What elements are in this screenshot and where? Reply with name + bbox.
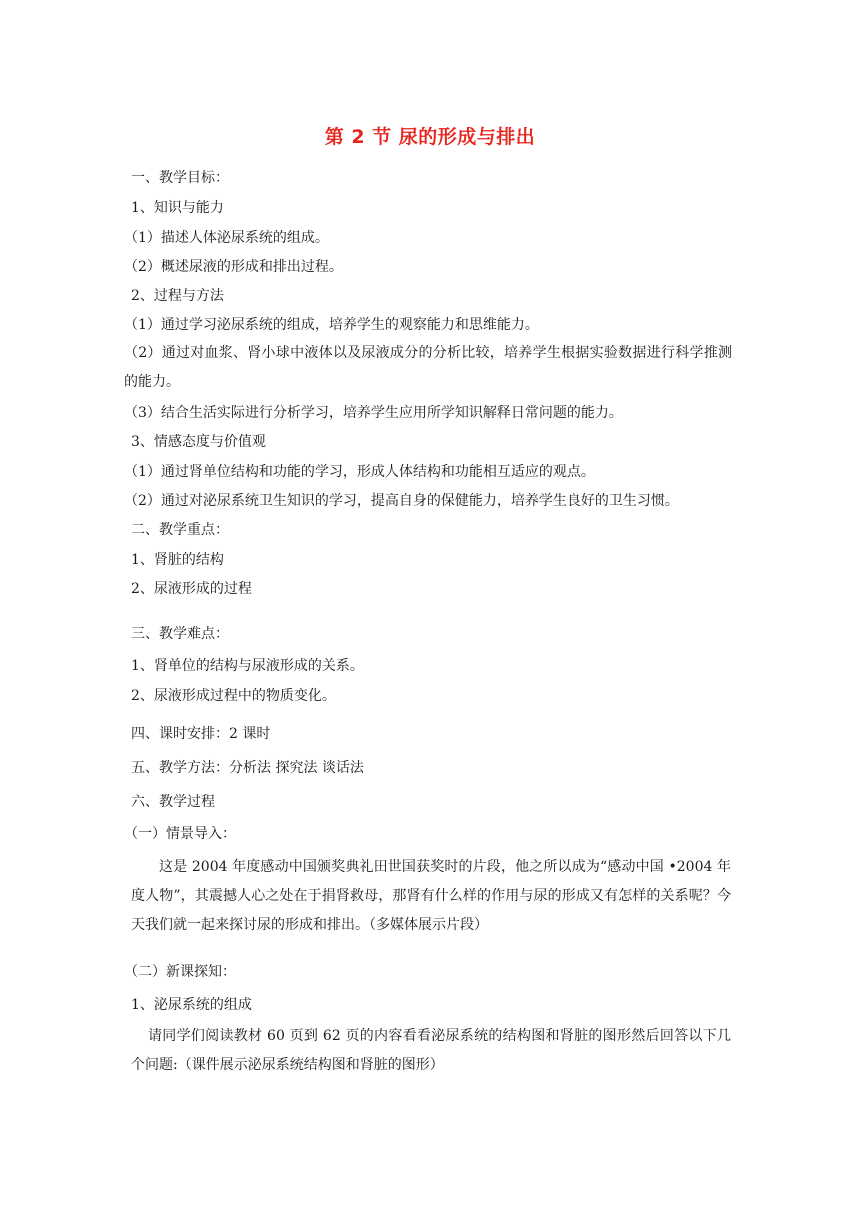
document-title: 第 2 节 尿的形成与排出 xyxy=(324,126,536,148)
goal1-item1: （1）描述人体泌尿系统的组成。 xyxy=(124,230,329,246)
new-paragraph: 请同学们阅读教材 60 页到 62 页的内容看看泌尿系统的结构图和肾脏的图形然后回答以下几个问题:（课件展示泌尿系统结构图和肾脏的图形） xyxy=(131,1028,731,1073)
difficult-item1: 1、肾单位的结构与尿液形成的关系。 xyxy=(131,658,364,674)
goal1-heading: 1、知识与能力 xyxy=(131,200,224,216)
schedule-line: 四、课时安排：2 课时 xyxy=(131,726,271,742)
goals-heading: 一、教学目标： xyxy=(131,170,229,186)
goal3-item1: （1）通过肾单位结构和功能的学习，形成人体结构和功能相互适应的观点。 xyxy=(124,464,595,480)
key-heading: 二、教学重点： xyxy=(131,522,229,538)
new-heading: （二）新课探知： xyxy=(124,964,236,980)
intro-heading: （一）情景导入： xyxy=(124,826,236,842)
goal2-item1: （1）通过学习泌尿系统的组成，培养学生的观察能力和思维能力。 xyxy=(124,317,539,333)
goal1-item2: （2）概述尿液的形成和排出过程。 xyxy=(124,259,343,275)
key-item2: 2、尿液形成的过程 xyxy=(131,581,252,597)
difficult-heading: 三、教学难点： xyxy=(131,626,229,642)
process-heading: 六、教学过程 xyxy=(131,794,215,810)
goal2-item2: （2）通过对血浆、肾小球中液体以及尿液成分的分析比较，培养学生根据实验数据进行科学推测的能力。 xyxy=(124,345,732,390)
intro-paragraph: 这是 2004 年度感动中国颁奖典礼田世国获奖时的片段，他之所以成为“感动中国 •2004 年度人物”，其震撼人心之处在于捐肾救母，那肾有什么样的作用与尿的形成又有怎样的关系呢？今天我们就一起来探讨尿的形成和排出。（多媒体展示片段） xyxy=(131,859,731,933)
goal3-heading: 3、情感态度与价值观 xyxy=(131,434,266,450)
key-item1: 1、肾脏的结构 xyxy=(131,552,224,568)
goal3-item2: （2）通过对泌尿系统卫生知识的学习，提高自身的保健能力，培养学生良好的卫生习惯。 xyxy=(124,493,679,509)
methods-line: 五、教学方法：分析法 探究法 谈话法 xyxy=(131,760,364,776)
difficult-item2: 2、尿液形成过程中的物质变化。 xyxy=(131,688,336,704)
new-item1: 1、泌尿系统的组成 xyxy=(131,997,252,1013)
goal2-item3: （3）结合生活实际进行分析学习，培养学生应用所学知识解释日常问题的能力。 xyxy=(124,405,623,421)
goal2-heading: 2、过程与方法 xyxy=(131,288,224,304)
